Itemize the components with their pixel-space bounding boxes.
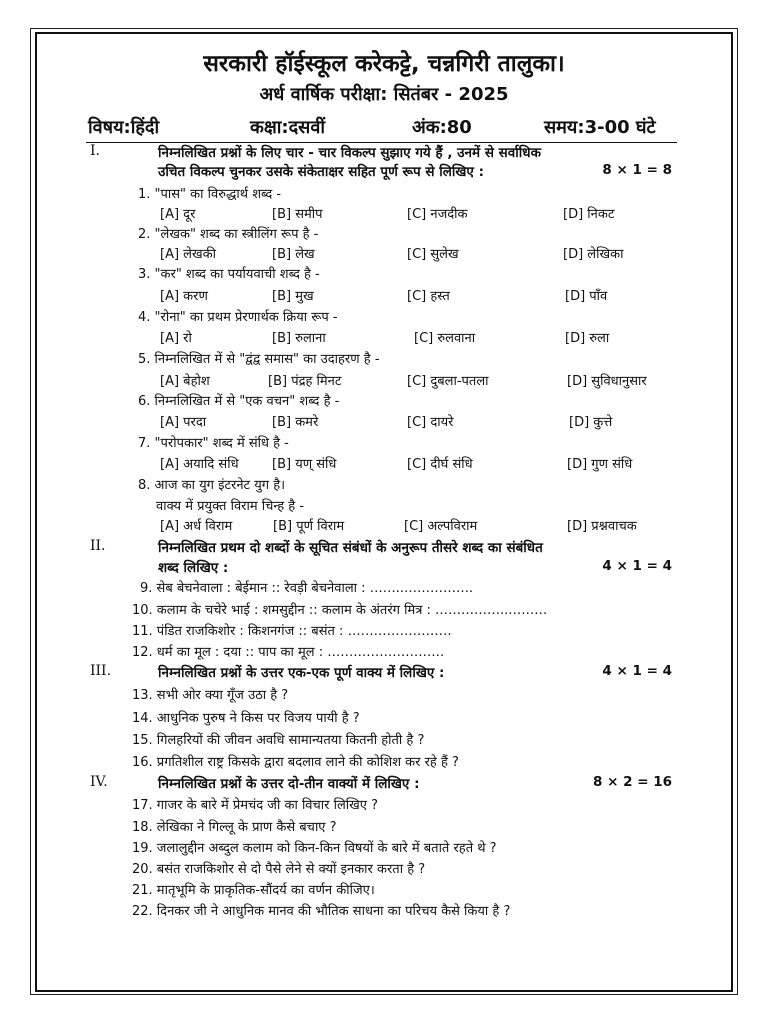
question-4: 4. "रोना" का प्रथम प्रेरणार्थक क्रिया रूप - bbox=[138, 310, 338, 325]
q1-option-c: [C] नजदीक bbox=[407, 207, 468, 222]
question-5: 5. निम्नलिखित में से "द्वंद्व समास" का उदाहरण है - bbox=[138, 352, 380, 367]
q2-option-c: [C] सुलेख bbox=[407, 247, 459, 262]
exam-title: अर्ध वार्षिक परीक्षा: सितंबर - 2025 bbox=[259, 84, 509, 105]
q2-option-b: [B] लेख bbox=[272, 247, 315, 262]
q3-option-a: [A] करण bbox=[160, 289, 208, 304]
q6-option-c: [C] दायरे bbox=[407, 415, 454, 430]
question-20: 20. बसंत राजकिशोर से दो पैसे लेने से क्यों इनकार करता है ? bbox=[132, 862, 426, 877]
q4-option-a: [A] रो bbox=[160, 331, 192, 346]
question-1: 1. "पास" का विरुद्धार्थ शब्द - bbox=[138, 187, 282, 202]
question-8-line2: वाक्य में प्रयुक्त विराम चिन्ह है - bbox=[156, 499, 305, 514]
q3-option-c: [C] हस्त bbox=[407, 289, 450, 304]
q3-option-b: [B] मुख bbox=[272, 289, 314, 304]
marks-label: अंक:80 bbox=[412, 117, 472, 138]
question-18: 18. लेखिका ने गिल्लू के प्राण कैसे बचाए ? bbox=[132, 820, 337, 835]
section-4-number: IV. bbox=[90, 774, 108, 790]
section-3-instruction: निम्नलिखित प्रश्नों के उत्तर एक-एक पूर्ण वाक्य में लिखिए : bbox=[158, 665, 445, 681]
q8-option-a: [A] अर्ध विराम bbox=[160, 519, 233, 534]
section-2-number: II. bbox=[90, 538, 106, 554]
school-title: सरकारी हॉईस्कूल करेकट्टे, चन्नगिरी तालुका। bbox=[203, 51, 565, 77]
section-1-instruction-line2: उचित विकल्प चुनकर उसके संकेताक्षर सहित पूर्ण रूप से लिखिए : bbox=[158, 164, 484, 180]
q6-option-d: [D] कुत्ते bbox=[569, 415, 613, 430]
question-17: 17. गाजर के बारे में प्रेमचंद जी का विचार लिखिए ? bbox=[132, 798, 379, 813]
q8-option-d: [D] प्रश्नवाचक bbox=[567, 519, 637, 534]
question-13: 13. सभी ओर क्या गूँज उठा है ? bbox=[132, 688, 289, 703]
section-4-instruction: निम्नलिखित प्रश्नों के उत्तर दो-तीन वाक्यों में लिखिए : bbox=[158, 776, 420, 792]
q8-option-b: [B] पूर्ण विराम bbox=[273, 519, 345, 534]
q8-option-c: [C] अल्पविराम bbox=[404, 519, 478, 534]
subject-label: विषय:हिंदी bbox=[88, 117, 160, 138]
section-1-number: I. bbox=[90, 143, 100, 159]
question-15: 15. गिलहरियों की जीवन अवधि सामान्यतया कितनी होती है ? bbox=[132, 733, 425, 748]
q1-option-d: [D] निकट bbox=[563, 207, 615, 222]
q4-option-d: [D] रुला bbox=[565, 331, 610, 346]
q1-option-a: [A] दूर bbox=[160, 207, 196, 222]
class-label: कक्षा:दसवीं bbox=[250, 117, 325, 138]
section-2-instruction-line1: निम्नलिखित प्रथम दो शब्दों के सूचित संबंधों के अनुरूप तीसरे शब्द का संबंधित bbox=[158, 540, 543, 556]
q2-option-a: [A] लेखकी bbox=[160, 247, 216, 262]
question-8: 8. आज का युग इंटरनेट युग है। bbox=[138, 478, 286, 493]
question-12: 12. धर्म का मूल : दया :: पाप का मूल : ……………………… bbox=[132, 645, 445, 660]
q6-option-b: [B] कमरे bbox=[272, 415, 319, 430]
q3-option-d: [D] पाँव bbox=[565, 289, 608, 304]
question-9: 9. सेब बेचनेवाला : बेईमान :: रेवड़ी बेचनेवाला : ……..……………. bbox=[140, 581, 474, 596]
question-7: 7. "परोपकार" शब्द में संधि है - bbox=[138, 436, 289, 451]
question-21: 21. मातृभूमि के प्राकृतिक-सौंदर्य का वर्णन कीजिए। bbox=[132, 883, 375, 898]
question-19: 19. जलालुद्दीन अब्दुल कलाम को किन-किन विषयों के बारे में बताते रहते थे ? bbox=[132, 841, 497, 856]
section-2-marks: 4 × 1 = 4 bbox=[602, 558, 672, 574]
section-1-instruction-line1: निम्नलिखित प्रश्नों के लिए चार - चार विकल्प सुझाए गये हैं , उनमें से सर्वाधिक bbox=[158, 145, 541, 161]
q6-option-a: [A] परदा bbox=[160, 415, 207, 430]
q4-option-c: [C] रुलवाना bbox=[414, 331, 476, 346]
question-16: 16. प्रगतिशील राष्ट्र किसके द्वारा बदलाव लाने की कोशिश कर रहे हैं ? bbox=[132, 755, 459, 770]
question-14: 14. आधुनिक पुरुष ने किस पर विजय पायी है ? bbox=[132, 711, 360, 726]
q7-option-b: [B] यण् संधि bbox=[272, 457, 337, 472]
question-6: 6. निम्नलिखित में से "एक वचन" शब्द है - bbox=[138, 394, 340, 409]
question-22: 22. दिनकर जी ने आधुनिक मानव की भौतिक साधना का परिचय कैसे किया है ? bbox=[132, 904, 511, 919]
q4-option-b: [B] रुलाना bbox=[272, 331, 326, 346]
q5-option-d: [D] सुविधानुसार bbox=[567, 374, 647, 389]
q5-option-c: [C] दुबला-पतला bbox=[407, 374, 489, 389]
section-4-marks: 8 × 2 = 16 bbox=[593, 774, 672, 790]
q1-option-b: [B] समीप bbox=[272, 207, 323, 222]
q5-option-b: [B] पंद्रह मिनट bbox=[268, 374, 342, 389]
time-label: समय:3-00 घंटे bbox=[544, 117, 656, 138]
section-3-marks: 4 × 1 = 4 bbox=[602, 663, 672, 679]
q5-option-a: [A] बेहोश bbox=[160, 374, 210, 389]
q7-option-a: [A] अयादि संधि bbox=[160, 457, 239, 472]
section-2-instruction-line2: शब्द लिखिए : bbox=[158, 560, 229, 576]
q7-option-d: [D] गुण संधि bbox=[567, 457, 633, 472]
section-1-marks: 8 × 1 = 8 bbox=[602, 162, 672, 178]
q2-option-d: [D] लेखिका bbox=[563, 247, 624, 262]
section-3-number: III. bbox=[90, 663, 112, 679]
question-2: 2. "लेखक" शब्द का स्त्रीलिंग रूप है - bbox=[138, 227, 319, 242]
q7-option-c: [C] दीर्घ संधि bbox=[407, 457, 473, 472]
question-11: 11. पंडित राजकिशोर : किशनगंज :: बसंत : …………………… bbox=[132, 624, 452, 639]
question-3: 3. "कर" शब्द का पर्यायवाची शब्द है - bbox=[138, 267, 320, 282]
question-10: 10. कलाम के चचेरे भाई : शमसुद्दीन :: कलाम के अंतरंग मित्र : ……………..……… bbox=[132, 603, 548, 618]
